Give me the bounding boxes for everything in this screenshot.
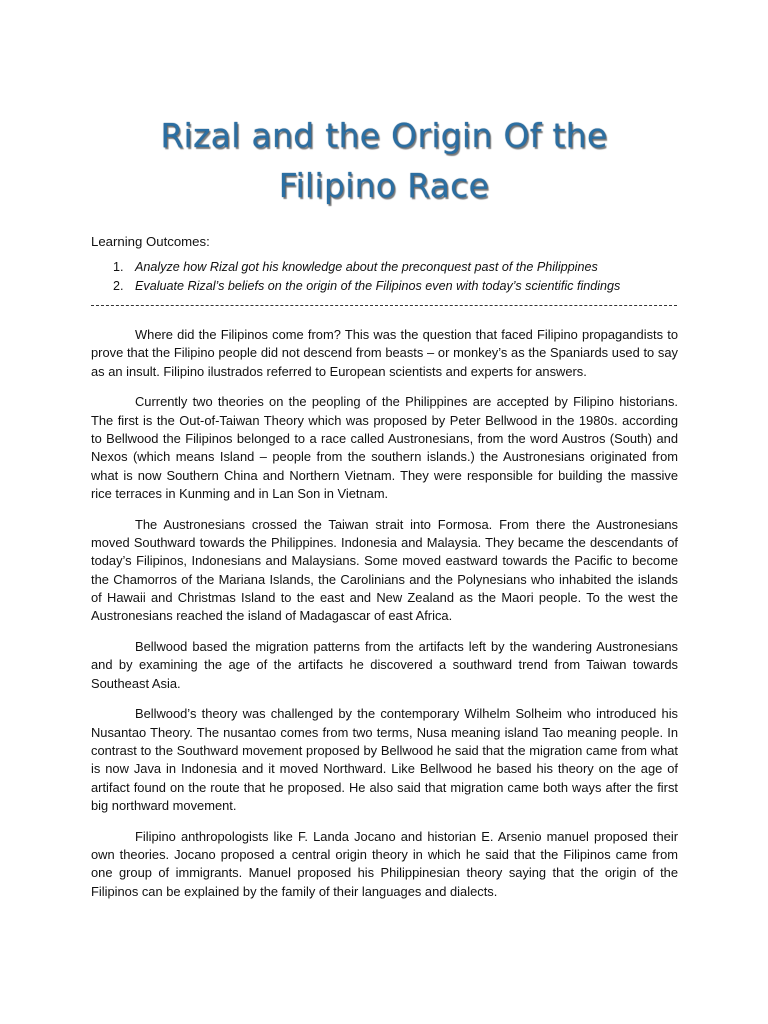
list-number: 1. bbox=[113, 260, 124, 274]
paragraph: Where did the Filipinos come from? This was the question that faced Filipino propagandists to prove that the Filipino people did not descend from beasts – or monkey’s as the Spaniards used to say as an insult. Filipino ilustrados referred to European scientists and experts for answers. bbox=[91, 327, 678, 379]
paragraph: Bellwood’s theory was challenged by the contemporary Wilhelm Solheim who introduced his Nusantao Theory. The nusantao comes from two terms, Nusa meaning island Tao meaning people. In contrast to the Southward movement proposed by Bellwood he said that the migration came from what is now Java in Indonesia and it moved Northward. Like Bellwood he based his theory on the age of artifact found on the route that he proposed. He also said that migration came both ways after the first big northward movement. bbox=[91, 706, 678, 813]
learning-outcome-text: Evaluate Rizal’s beliefs on the origin of the Filipinos even with today’s scientific findings bbox=[135, 279, 621, 293]
body-text bbox=[91, 326, 678, 913]
paragraph: Currently two theories on the peopling of the Philippines are accepted by Filipino historians. The first is the Out-of-Taiwan Theory which was proposed by Peter Bellwood in the 1980s. according to Bellwood the Filipinos belonged to a race called Austronesians, from the word Austros (South) and Nexos (which means Island – people from the southern islands.) the Austronesians originated from what is now Southern China and Northern Vietnam. They were responsible for building the massive rice terraces in Kunming and in Lan Son in Vietnam. bbox=[91, 394, 678, 501]
paragraph: Filipino anthropologists like F. Landa Jocano and historian E. Arsenio manuel proposed their own theories. Jocano proposed a central origin theory in which he said that the Filipinos came from one group of immigrants. Manuel proposed his Philippinesian theory saying that the origin of the Filipinos can be explained by the family of their languages and dialects. bbox=[91, 828, 678, 899]
learning-outcome-item bbox=[113, 258, 620, 277]
learning-outcomes-heading: Learning Outcomes: bbox=[91, 234, 210, 249]
list-number: 2. bbox=[113, 279, 124, 293]
page-title-line-2: Filipino Race bbox=[278, 166, 490, 205]
learning-outcomes-list bbox=[113, 258, 620, 296]
learning-outcome-text: Analyze how Rizal got his knowledge about the preconquest past of the Philippines bbox=[135, 260, 598, 274]
learning-outcome-item bbox=[113, 277, 620, 296]
page-title-line-1: Rizal and the Origin Of the bbox=[160, 116, 608, 155]
dashed-divider bbox=[91, 305, 677, 306]
paragraph: Bellwood based the migration patterns from the artifacts left by the wandering Austronesians and by examining the age of the artifacts he discovered a southward trend from Taiwan towards Southeast Asia. bbox=[91, 638, 678, 691]
paragraph: The Austronesians crossed the Taiwan strait into Formosa. From there the Austronesians moved Southward towards the Philippines. Indonesia and Malaysia. They became the descendants of today’s Filipinos, Indonesians and Malaysians. Some moved eastward towards the Pacific to become the Chamorros of the Mariana Islands, the Carolinians and the Polynesians who inhabited the islands of Hawaii and Christmas Island to the east and New Zealand as the Maori people. To the west the Austronesians reached the island of Madagascar of east Africa. bbox=[91, 516, 678, 624]
